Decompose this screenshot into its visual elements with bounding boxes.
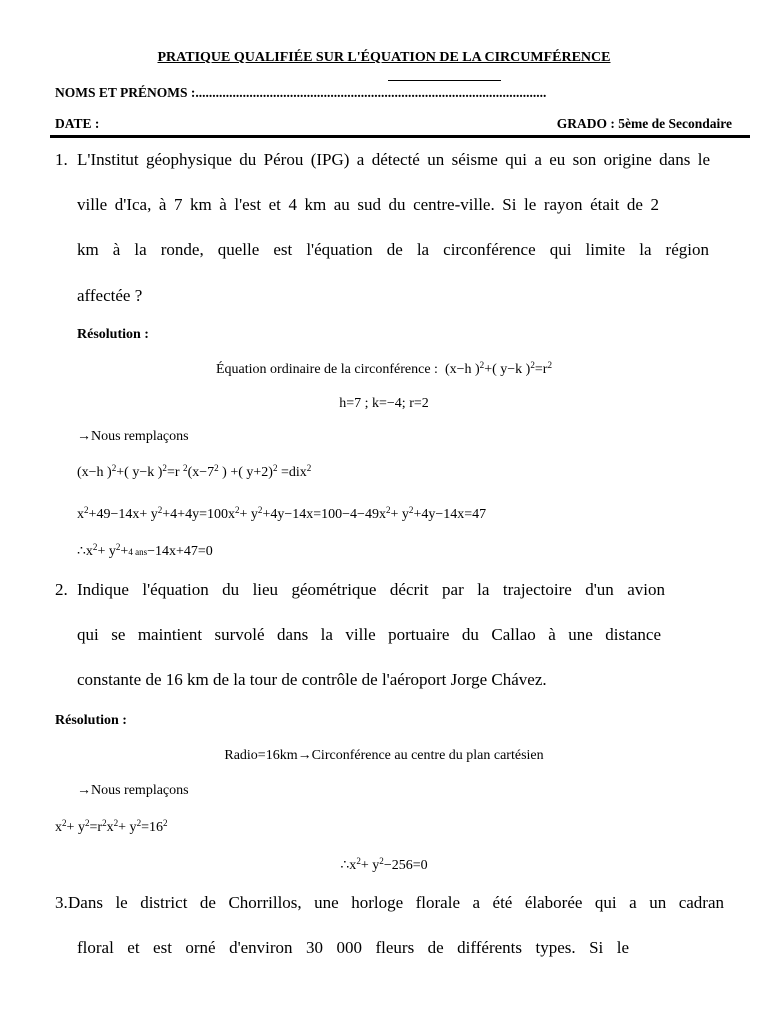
title-underline-rule — [388, 80, 501, 81]
q2-line-2: qui se maintient survolé dans la ville portuaire du Callao à une distance — [77, 625, 661, 644]
q3-line-1: Dans le district de Chorrillos, une horloge florale a été élaborée qui a un cadran — [68, 893, 724, 912]
q2-number: 2. — [55, 580, 68, 599]
q2-line-1: Indique l'équation du lieu géométrique décrit par la trajectoire d'un avion — [77, 580, 665, 599]
q1-replace-label: →Nous remplaçons — [77, 429, 189, 444]
header-separator-rule — [50, 135, 750, 138]
names-dots: ........................................................................................................ — [195, 85, 547, 100]
q1-line-2: ville d'Ica, à 7 km à l'est et 4 km au sud du centre-ville. Si le rayon était de 2 — [77, 195, 659, 214]
names-label: NOMS ET PRÉNOMS : — [55, 85, 196, 100]
q3-line-2: floral et est orné d'environ 30 000 fleurs de différents types. Si le — [77, 938, 629, 957]
q3-number: 3. — [55, 893, 68, 912]
grade-value: 5ème de Secondaire — [614, 116, 732, 131]
q1-final-rhs: =0 — [197, 544, 213, 559]
document-title: PRATIQUE QUALIFIÉE SUR L'ÉQUATION DE LA CIRCUMFÉRENCE — [157, 50, 611, 65]
grade-row — [557, 116, 732, 132]
grade-label: GRADO : — [556, 116, 615, 131]
q2-radius-statement: Radio=16km→Circonférence au centre du plan cartésien — [224, 748, 544, 763]
q1-resolution-label: Résolution : — [77, 327, 149, 342]
q1-line-3: km à la ronde, quelle est l'équation de la circonférence qui limite la région — [77, 240, 709, 259]
q1-eq-label: Équation ordinaire de la circonférence : — [215, 362, 438, 377]
q2-final-equation: $\therefore x^2+ y^2-256=0$ — [340, 856, 428, 873]
q1-ordinary-equation: Équation ordinaire de la circonférence : (x−h )$^2$+( y−k )$^2=r^2$ — [215, 360, 552, 377]
q2-substitution: $x^2+ y^2=r^2x^2+ y^2=16^2$ — [55, 818, 168, 835]
q2-line-3: constante de 16 km de la tour de contrôle de l'aéroport Jorge Chávez. — [77, 670, 547, 689]
q1-substitution: (x−h )$^2$+( y−k )$^2$=r $^2(x-7^2$ ) +( y+2)$^2$ =dix$^2$ — [77, 463, 312, 480]
q1-number: 1. — [55, 150, 68, 169]
q1-line-4: affectée ? — [77, 286, 143, 305]
names-row — [55, 85, 546, 101]
q1-values: h=7 ; k=−4; r=2 — [339, 396, 429, 411]
q1-expansion: $x^2+49-14x+ y^2+4+4y=100x^2+ y^2+4y-14x=100-4-49x^2+ y^2+4y-14x=47$ — [77, 505, 487, 522]
q1-line-1: L'Institut géophysique du Pérou (IPG) a détecté un séisme qui a eu son origine dans le — [77, 150, 710, 169]
q1-final-equation: $\therefore x^2+ y^2+4$ ans−14x+47=0 — [77, 542, 213, 559]
date-label: DATE : — [55, 116, 100, 131]
q2-resolution-label: Résolution : — [55, 713, 127, 728]
q2-replace-label: →Nous remplaçons — [77, 783, 189, 798]
